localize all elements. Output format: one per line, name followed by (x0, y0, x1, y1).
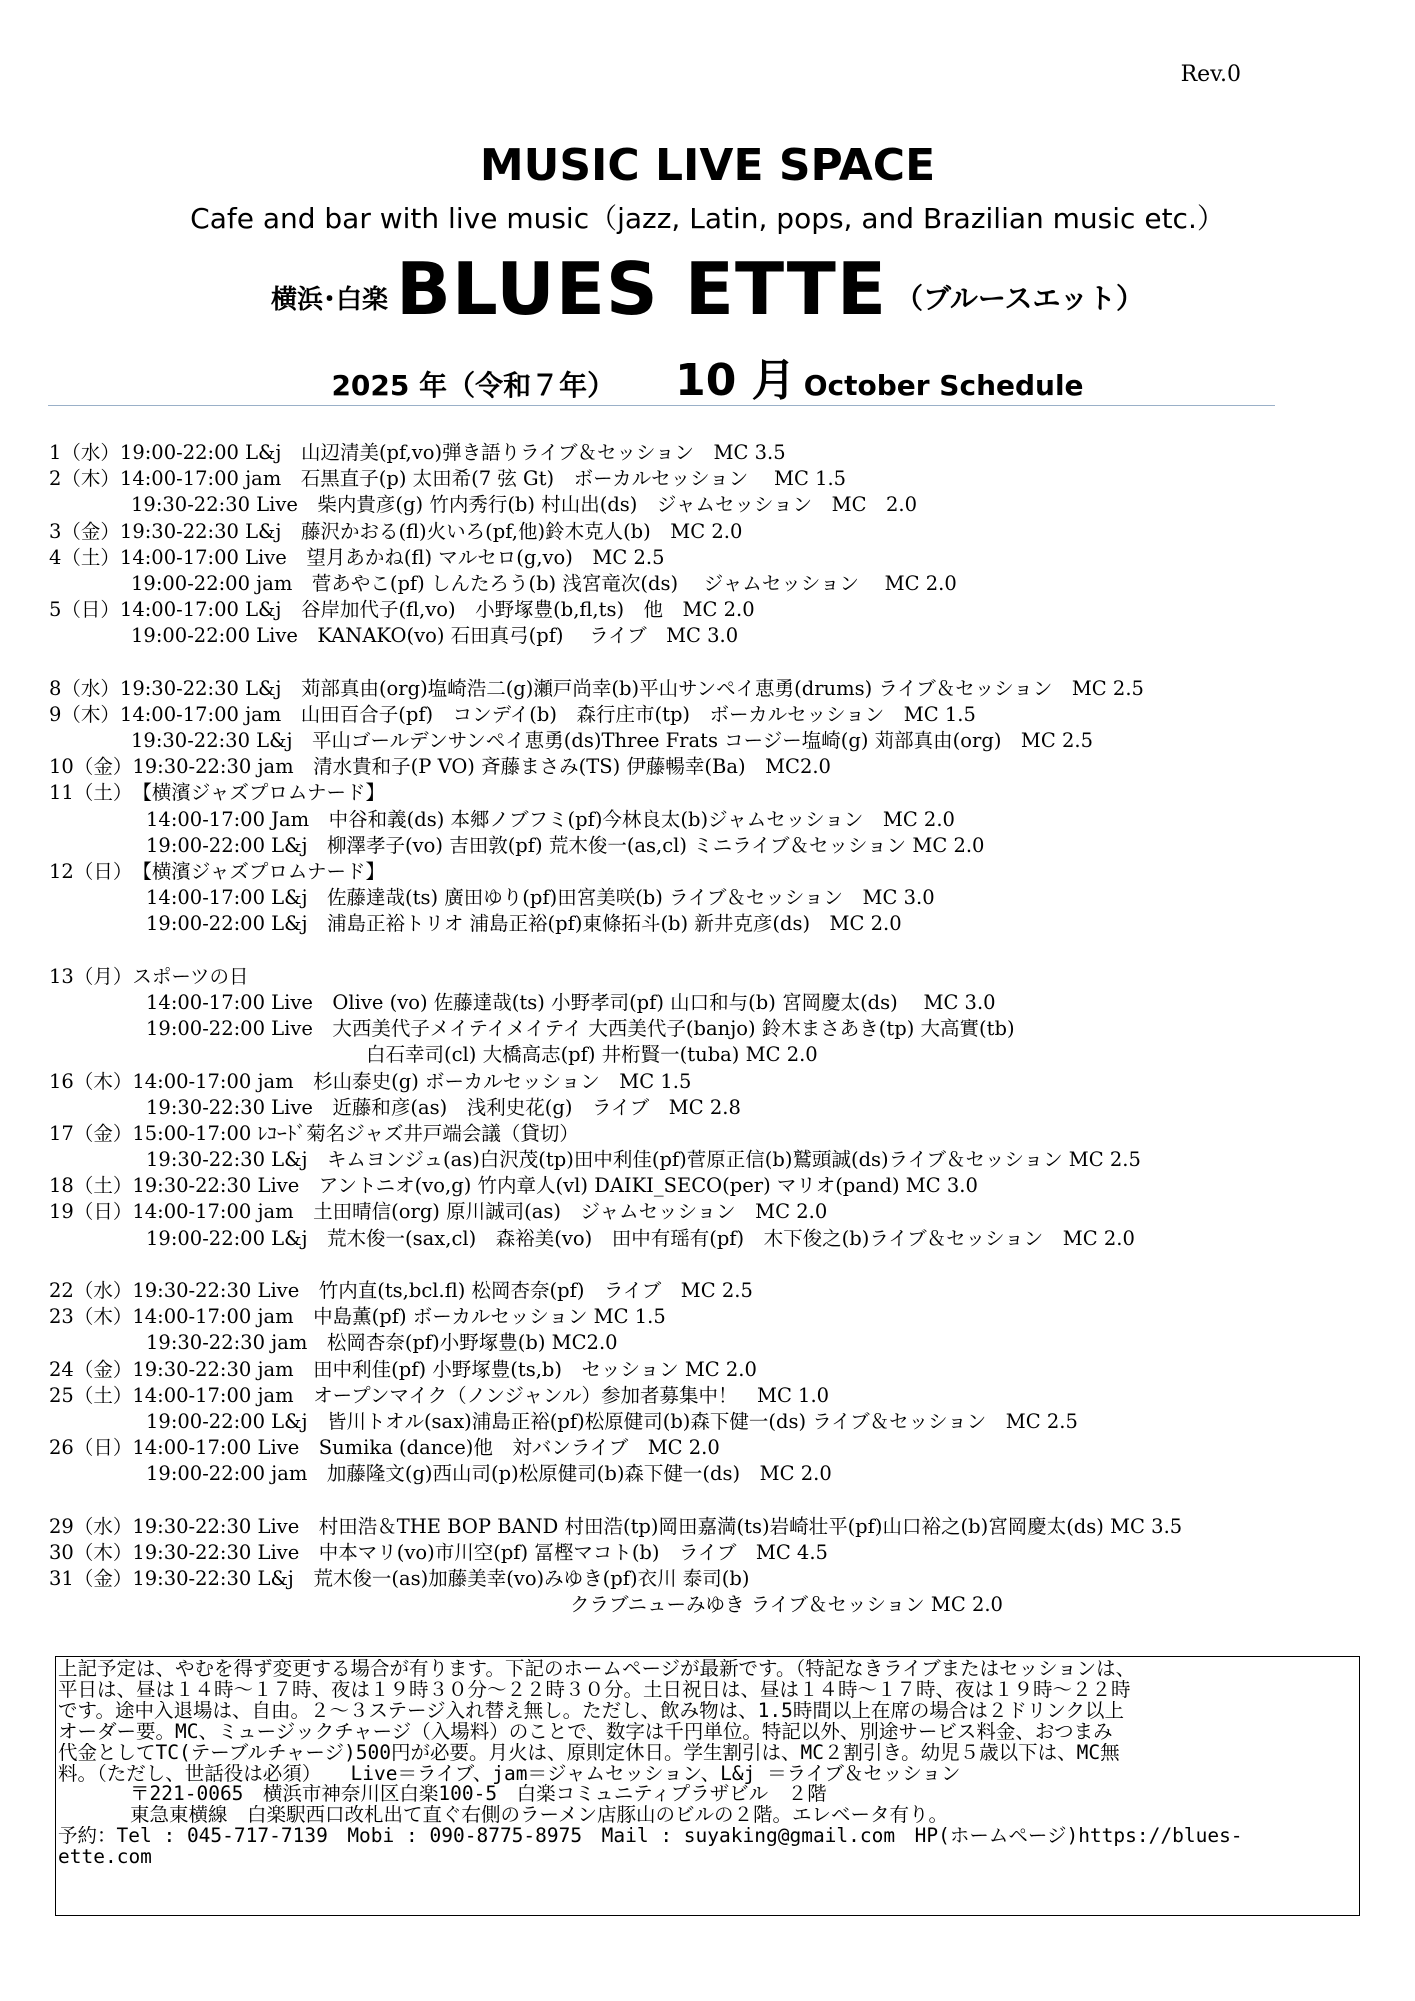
notice-line: 代金としてTC(テーブルチャージ)500円が必要。月火は、原則定休日。学生割引は、MC２割引き。幼児５歳以下は、MC無 (58, 1742, 1120, 1764)
schedule-row: 31（金）19:30-22:30 L&j 荒木俊一(as)加藤美幸(vo)みゆき(pf)衣川 泰司(b) (49, 1567, 750, 1591)
schedule-row: 19:00-22:00 L&j 荒木俊一(sax,cl) 森裕美(vo) 田中有瑶有(pf) 木下俊之(b)ライブ＆セッション MC 2.0 (146, 1226, 1135, 1250)
schedule-row: 16（木）14:00-17:00 jam 杉山泰史(g) ボーカルセッション MC 1.5 (49, 1069, 692, 1093)
header-divider (48, 405, 1275, 406)
notice-line: です。途中入退場は、自由。２～３ステージ入れ替え無し。ただし、飲み物は、1.5時間以上在席の場合は２ドリンク以上 (58, 1700, 1124, 1722)
schedule-row: 25（土）14:00-17:00 jam オープンマイク（ノンジャンル）参加者募集中！ MC 1.0 (49, 1383, 830, 1407)
notice-line: 上記予定は、やむを得ず変更する場合が有ります。下記のホームページが最新です。（特記なきライブまたはセッションは、 (58, 1659, 1136, 1680)
venue-name: BLUES ETTE (396, 247, 888, 331)
page-title: MUSIC LIVE SPACE (479, 140, 936, 191)
schedule-row: 19:30-22:30 L&j キムヨンジュ(as)白沢茂(tp)田中利佳(pf)菅原正信(b)鷲頭誠(ds)ライブ＆セッション MC 2.5 (146, 1148, 1141, 1172)
schedule-row: 24（金）19:30-22:30 jam 田中利佳(pf) 小野塚豊(ts,b) セッション MC 2.0 (49, 1357, 757, 1381)
schedule-row: 13（月）スポーツの日 (49, 964, 249, 988)
schedule-row: 2（木）14:00-17:00 jam 石黒直子(p) 太田希(7 弦 Gt) ボーカルセッション MC 1.5 (49, 467, 847, 491)
schedule-row: 8（水）19:30-22:30 L&j 苅部真由(org)塩崎浩二(g)瀬戸尚幸(b)平山サンペイ恵勇(drums) ライブ＆セッション MC 2.5 (49, 676, 1144, 700)
schedule-row: 29（水）19:30-22:30 Live 村田浩＆THE BOP BAND 村田浩(tp)岡田嘉満(ts)岩崎壮平(pf)山口裕之(b)宮岡慶太(ds) MC 3.5 (49, 1514, 1183, 1538)
schedule-row: 22（水）19:30-22:30 Live 竹内直(ts,bcl.fl) 松岡杏奈(pf) ライブ MC 2.5 (49, 1279, 753, 1302)
schedule-row: 23（木）14:00-17:00 jam 中島薫(pf) ボーカルセッション MC 1.5 (49, 1305, 666, 1329)
schedule-row: 14:00-17:00 L&j 佐藤達哉(ts) 廣田ゆり(pf)田宮美咲(b) ライブ＆セッション MC 3.0 (146, 886, 935, 910)
notice-access: 東急東横線 白楽駅西口改札出て直ぐ右側のラーメン店豚山のビルの２階。エレベータ有り。 (130, 1805, 949, 1827)
schedule-row: 10（金）19:30-22:30 jam 清水貴和子(P VO) 斉藤まさみ(TS) 伊藤暢幸(Ba) MC2.0 (49, 755, 831, 779)
schedule-row: 19:00-22:00 jam 加藤隆文(g)西山司(p)松原健司(b)森下健一(ds) MC 2.0 (146, 1462, 832, 1486)
schedule-row: 白石幸司(cl) 大橋高志(pf) 井桁賢一(tuba) MC 2.0 (366, 1043, 818, 1067)
schedule-gap (49, 650, 1389, 676)
notice-line: オーダー要。MC、ミュージックチャージ（入場料）のことで、数字は千円単位。特記以外、別途サービス料金、おつまみ (58, 1721, 1113, 1743)
notice-contact-cont: ette.com (58, 1847, 152, 1869)
venue-kana: （ブルースエット） (895, 282, 1144, 315)
schedule-row: 4（土）14:00-17:00 Live 望月あかね(fl) マルセロ(g,vo) MC 2.5 (49, 545, 665, 569)
page-subtitle: Cafe and bar with live music（jazz, Latin, pops, and Brazilian music etc.） (190, 202, 1225, 235)
schedule-row: 9（木）14:00-17:00 jam 山田百合子(pf) コンデイ(b) 森行庄市(tp) ボーカルセッション MC 1.5 (49, 702, 976, 726)
schedule-row: 14:00-17:00 Jam 中谷和義(ds) 本郷ノブフミ(pf)今林良太(b)ジャムセッション MC 2.0 (146, 807, 955, 831)
schedule-row: 19:00-22:00 jam 菅あやこ(pf) しんたろう(b) 浅宮竜次(ds) ジャムセッション MC 2.0 (131, 571, 957, 595)
schedule-row: 19:00-22:00 L&j 皆川トオル(sax)浦島正裕(pf)松原健司(b)森下健一(ds) ライブ＆セッション MC 2.5 (146, 1409, 1078, 1433)
schedule-row: 30（木）19:30-22:30 Live 中本マリ(vo)市川空(pf) 冨樫マコト(b) ライブ MC 4.5 (49, 1540, 828, 1564)
schedule-row: 11（土） 【横濱ジャズプロムナード】 (49, 781, 386, 805)
schedule-row: 19:30-22:30 jam 松岡杏奈(pf)小野塚豊(b) MC2.0 (146, 1331, 618, 1355)
notice-box (55, 1656, 1360, 1916)
schedule-row: 19:00-22:00 L&j 浦島正裕トリオ 浦島正裕(pf)東條拓斗(b) 新井克彦(ds) MC 2.0 (146, 912, 902, 936)
schedule-month-en: October Schedule (803, 369, 1084, 402)
schedule-year: 2025 年（令和７年） (331, 369, 616, 402)
schedule-row: 19:30-22:30 L&j 平山ゴールデンサンペイ恵勇(ds)Three Frats コージー塩崎(g) 苅部真由(org) MC 2.5 (131, 729, 1094, 753)
schedule-row: クラブニューみゆき ライブ＆セッション MC 2.0 (570, 1593, 1003, 1617)
schedule-row: 19:30-22:30 Live 柴内貴彦(g) 竹内秀行(b) 村山出(ds) ジャムセッション MC 2.0 (131, 493, 918, 517)
schedule-row: 12（日） 【横濱ジャズプロムナード】 (49, 860, 386, 883)
notice-address: 〒221-0065 横浜市神奈川区白楽100-5 白楽コミュニティプラザビル ２階 (130, 1784, 827, 1806)
schedule-row: 18（土）19:30-22:30 Live アントニオ(vo,g) 竹内章人(vl) DAIKI_SECO(per) マリオ(pand) MC 3.0 (49, 1174, 978, 1198)
schedule-month: 10 月 (675, 355, 796, 406)
schedule-row: 19:00-22:00 Live KANAKO(vo) 石田真弓(pf) ライブ MC 3.0 (131, 624, 739, 648)
venue-location: 横浜･白楽 (271, 285, 389, 315)
schedule-gap (49, 1488, 1389, 1514)
notice-line: 平日は、昼は１４時～１７時、夜は１９時３０分～２２時３０分。土日祝日は、昼は１４時～１７時、夜は１９時～２２時 (58, 1679, 1131, 1701)
schedule-row: 19:30-22:30 Live 近藤和彦(as) 浅利史花(g) ライブ MC 2.8 (146, 1095, 741, 1119)
schedule-row: 17（金）15:00-17:00 ﾚｺｰﾄﾞ菊名ジャズ井戸端会議（貸切） (49, 1121, 579, 1145)
schedule-list (49, 440, 1389, 1618)
schedule-gap (49, 938, 1389, 964)
schedule-row: 26（日）14:00-17:00 Live Sumika (dance)他 対バンライブ MC 2.0 (49, 1436, 720, 1460)
schedule-row: 14:00-17:00 Live Olive (vo) 佐藤達哉(ts) 小野孝司(pf) 山口和与(b) 宮岡慶太(ds) MC 3.0 (146, 990, 996, 1014)
schedule-row: 19（日）14:00-17:00 jam 土田晴信(org) 原川誠司(as) ジャムセッション MC 2.0 (49, 1200, 828, 1224)
schedule-heading (0, 344, 1415, 408)
schedule-row: 5（日）14:00-17:00 L&j 谷岸加代子(fl,vo) 小野塚豊(b,fl,ts) 他 MC 2.0 (49, 598, 755, 622)
notice-line: 料。（ただし、世話役は必須） Live＝ライブ、jam＝ジャムセッション、L&j ＝ライブ＆セッション (58, 1763, 961, 1785)
rev-label: Rev.0 (1180, 62, 1241, 87)
notice-contact: 予約：Tel : 045-717-7139 Mobi : 090-8775-8975 Mail : suyaking@gmail.com HP(ホームページ)https://blues- (58, 1826, 1243, 1848)
schedule-row: 1（水）19:00-22:00 L&j 山辺清美(pf,vo)弾き語りライブ＆セッション MC 3.5 (49, 441, 786, 464)
schedule-row: 3（金）19:30-22:30 L&j 藤沢かおる(fl)火いろ(pf,他)鈴木克人(b) MC 2.0 (49, 519, 743, 543)
schedule-row: 19:00-22:00 Live 大西美代子メイテイメイテイ 大西美代子(banjo) 鈴木まさあき(tp) 大高實(tb) (146, 1017, 1015, 1041)
schedule-gap (49, 1252, 1389, 1278)
schedule-row: 19:00-22:00 L&j 柳澤孝子(vo) 吉田敦(pf) 荒木俊一(as,cl) ミニライブ＆セッション MC 2.0 (146, 833, 985, 857)
venue-heading (0, 247, 1415, 331)
